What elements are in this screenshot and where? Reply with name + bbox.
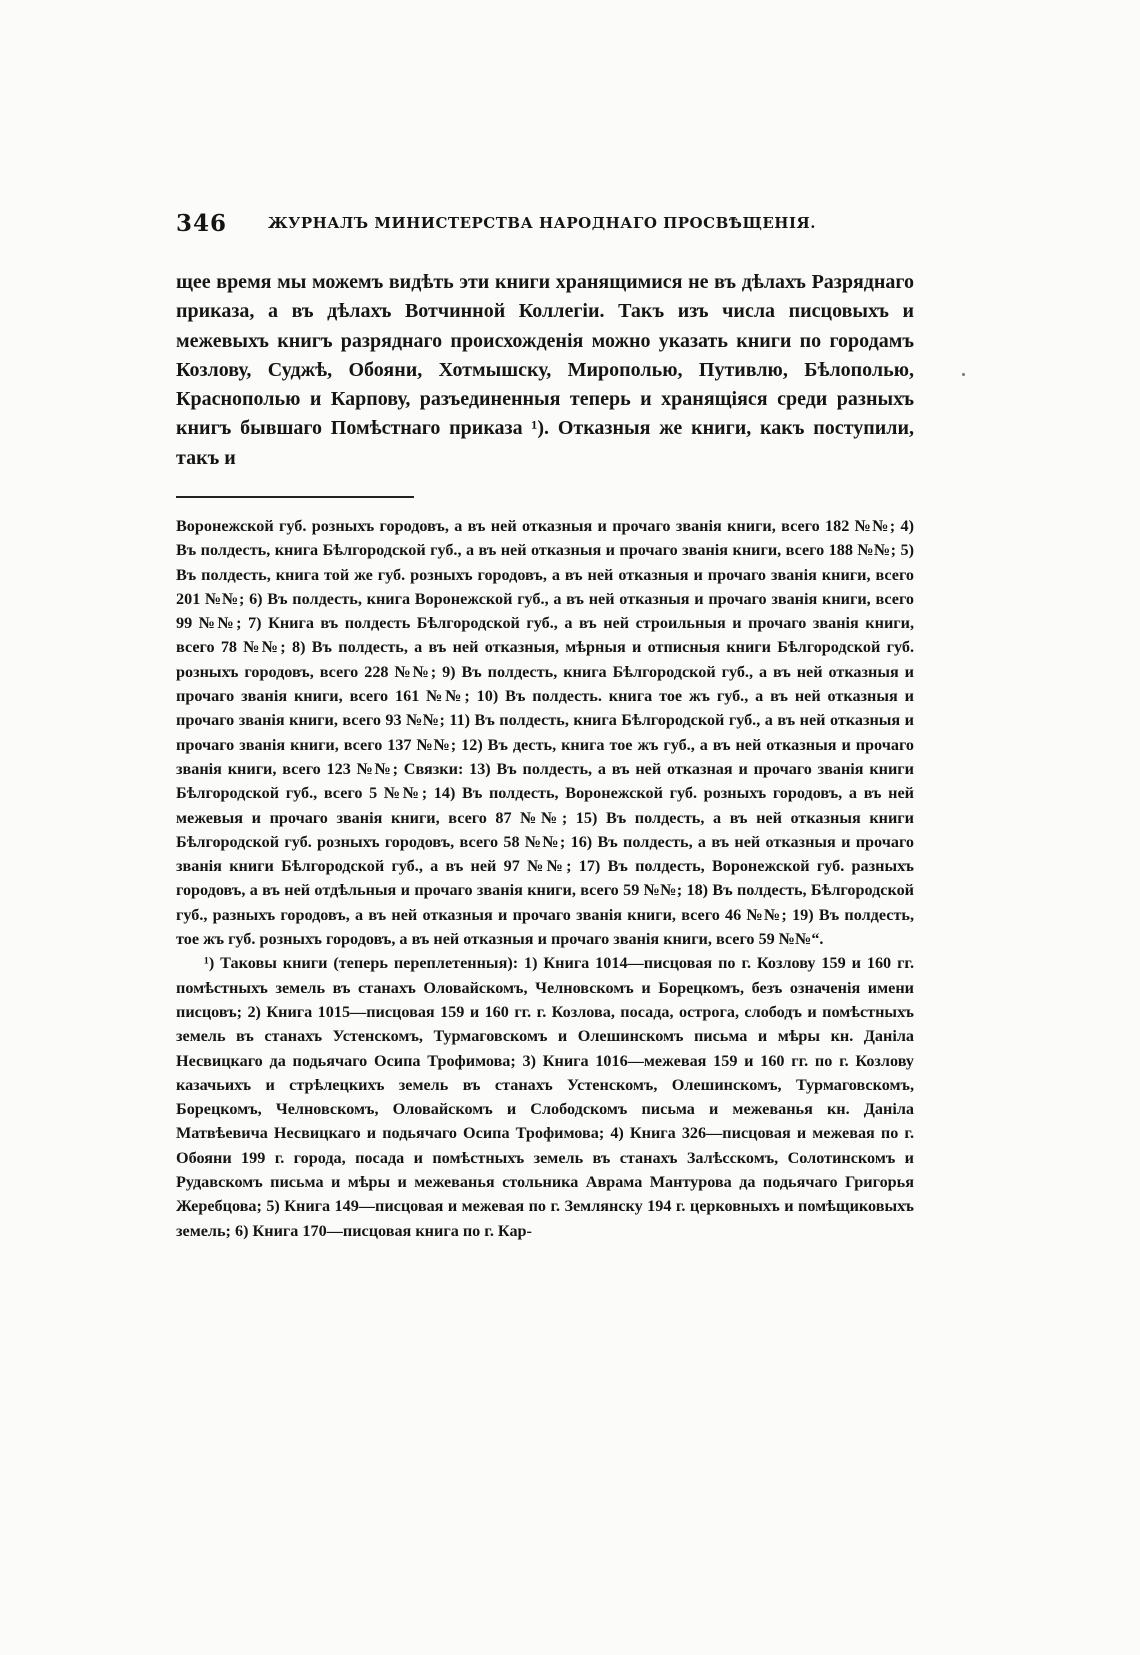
page-number: 346 bbox=[176, 210, 228, 237]
running-title: ЖУРНАЛЪ МИНИСТЕРСТВА НАРОДНАГО ПРОСВѢЩЕНІЯ. bbox=[268, 214, 816, 232]
footnote-continuation: Воронежской губ. розныхъ городовъ, а въ ней отказныя и прочаго званія книги, всего 182 №№; 4) Въ полдесть, книга Бѣлгородской губ., а въ ней отказныя и прочаго званія книги, всего 188 №№; 5) Въ полдесть, книга той же губ. розныхъ городовъ, а въ ней отказныя и прочаго званія книги, всего 201 №№; 6) Въ полдесть, книга Воронежской губ., а въ ней отказныя и прочаго званія книги, всего 99 №№; 7) Книга въ полдесть Бѣлгородской губ., а въ ней строильныя и прочаго званія книги, всего 78 №№; 8) Въ полдесть, а въ ней отказныя, мѣрныя и отписныя книги Бѣлгородской губ. розныхъ городовъ, всего 228 №№; 9) Въ полдесть, книга Бѣлгородской губ., а въ ней отказныя и прочаго званія книги, всего 161 №№; 10) Въ полдесть. книга тое жъ губ., а въ ней отказныя и прочаго званія книги, всего 93 №№; 11) Въ полдесть, книга Бѣлгородской губ., а въ ней отказныя и прочаго званія книги, всего 137 №№; 12) Въ десть, книга тое жъ губ., а въ ней отказныя и прочаго званія книги, всего 123 №№; Связки: 13) Въ полдесть, а въ ней отказная и прочаго званія книги Бѣлгородской губ., всего 5 №№; 14) Въ полдесть, Воронежской губ. розныхъ городовъ, а въ ней межевыя и прочаго званія книги, всего 87 №№; 15) Въ полдесть, а въ ней отказныя книги Бѣлгородской губ. розныхъ городовъ, всего 58 №№; 16) Въ полдесть, а въ ней отказныя и прочаго званія книги Бѣлгородской губ., а въ ней 97 №№; 17) Въ полдесть, Воронежской губ. разныхъ городовъ, а въ ней отдѣльныя и прочаго званія книги, всего 59 №№; 18) Въ полдесть, Бѣлгородской губ., разныхъ городовъ, а въ ней отказныя и прочаго званія книги, всего 46 №№; 19) Въ полдесть, тое жъ губ. розныхъ городовъ, а въ ней отказныя и прочаго званія книги, всего 59 №№“. bbox=[176, 517, 914, 949]
main-text bbox=[176, 268, 914, 473]
page-header bbox=[176, 210, 914, 246]
main-paragraph: щее время мы можемъ видѣть эти книги хранящимися не въ дѣлахъ Разряднаго приказа, а въ дѣлахъ Вотчинной Коллегіи. Такъ изъ числа писцовыхъ и межевыхъ книгъ разряднаго происхожденія можно указать книги по городамъ Козлову, Суджѣ, Обояни, Хотмышску, Мирополью, Путивлю, Бѣлополью, Краснополью и Карпову, разъединенныя теперь и хранящіяся среди разныхъ книгъ бывшаго Помѣстнаго приказа ¹). Отказныя же книги, какъ поступили, такъ и bbox=[176, 271, 914, 469]
margin-speck bbox=[962, 373, 965, 376]
footnotes bbox=[176, 514, 914, 1243]
footnote-divider bbox=[176, 496, 414, 498]
footnote-1: ¹) Таковы книги (теперь переплетенныя): 1) Книга 1014—писцовая по г. Козлову 159 и 160 гг. помѣстныхъ земель въ станахъ Оловайскомъ, Челновскомъ и Борецкомъ, безъ означенія имени писцовъ; 2) Книга 1015—писцовая 159 и 160 гг. г. Козлова, посада, острога, слободъ и помѣстныхъ земель въ станахъ Устенскомъ, Турмаговскомъ и Олешинскомъ письма и мѣры кн. Даніла Несвицкаго да подьячаго Осипа Трофимова; 3) Книга 1016—межевая 159 и 160 гг. по г. Козлову казачьихъ и стрѣлецкихъ земель въ станахъ Устенскомъ, Олешинскомъ, Турмаговскомъ, Борецкомъ, Челновскомъ, Оловайскомъ и Слободскомъ письма и межеванья кн. Даніла Матвѣевича Несвицкаго и подьячаго Осипа Трофимова; 4) Книга 326—писцовая и межевая по г. Обояни 199 г. города, посада и помѣстныхъ земель въ станахъ Залѣсскомъ, Солотинскомъ и Рудавскомъ письма и мѣры и межеванья стольника Аврама Мантурова да подьячаго Григорья Жеребцова; 5) Книга 149—писцовая и межевая по г. Землянску 194 г. церковныхъ и помѣщиковыхъ земель; 6) Книга 170—писцовая книга по г. Кар- bbox=[176, 954, 914, 1240]
